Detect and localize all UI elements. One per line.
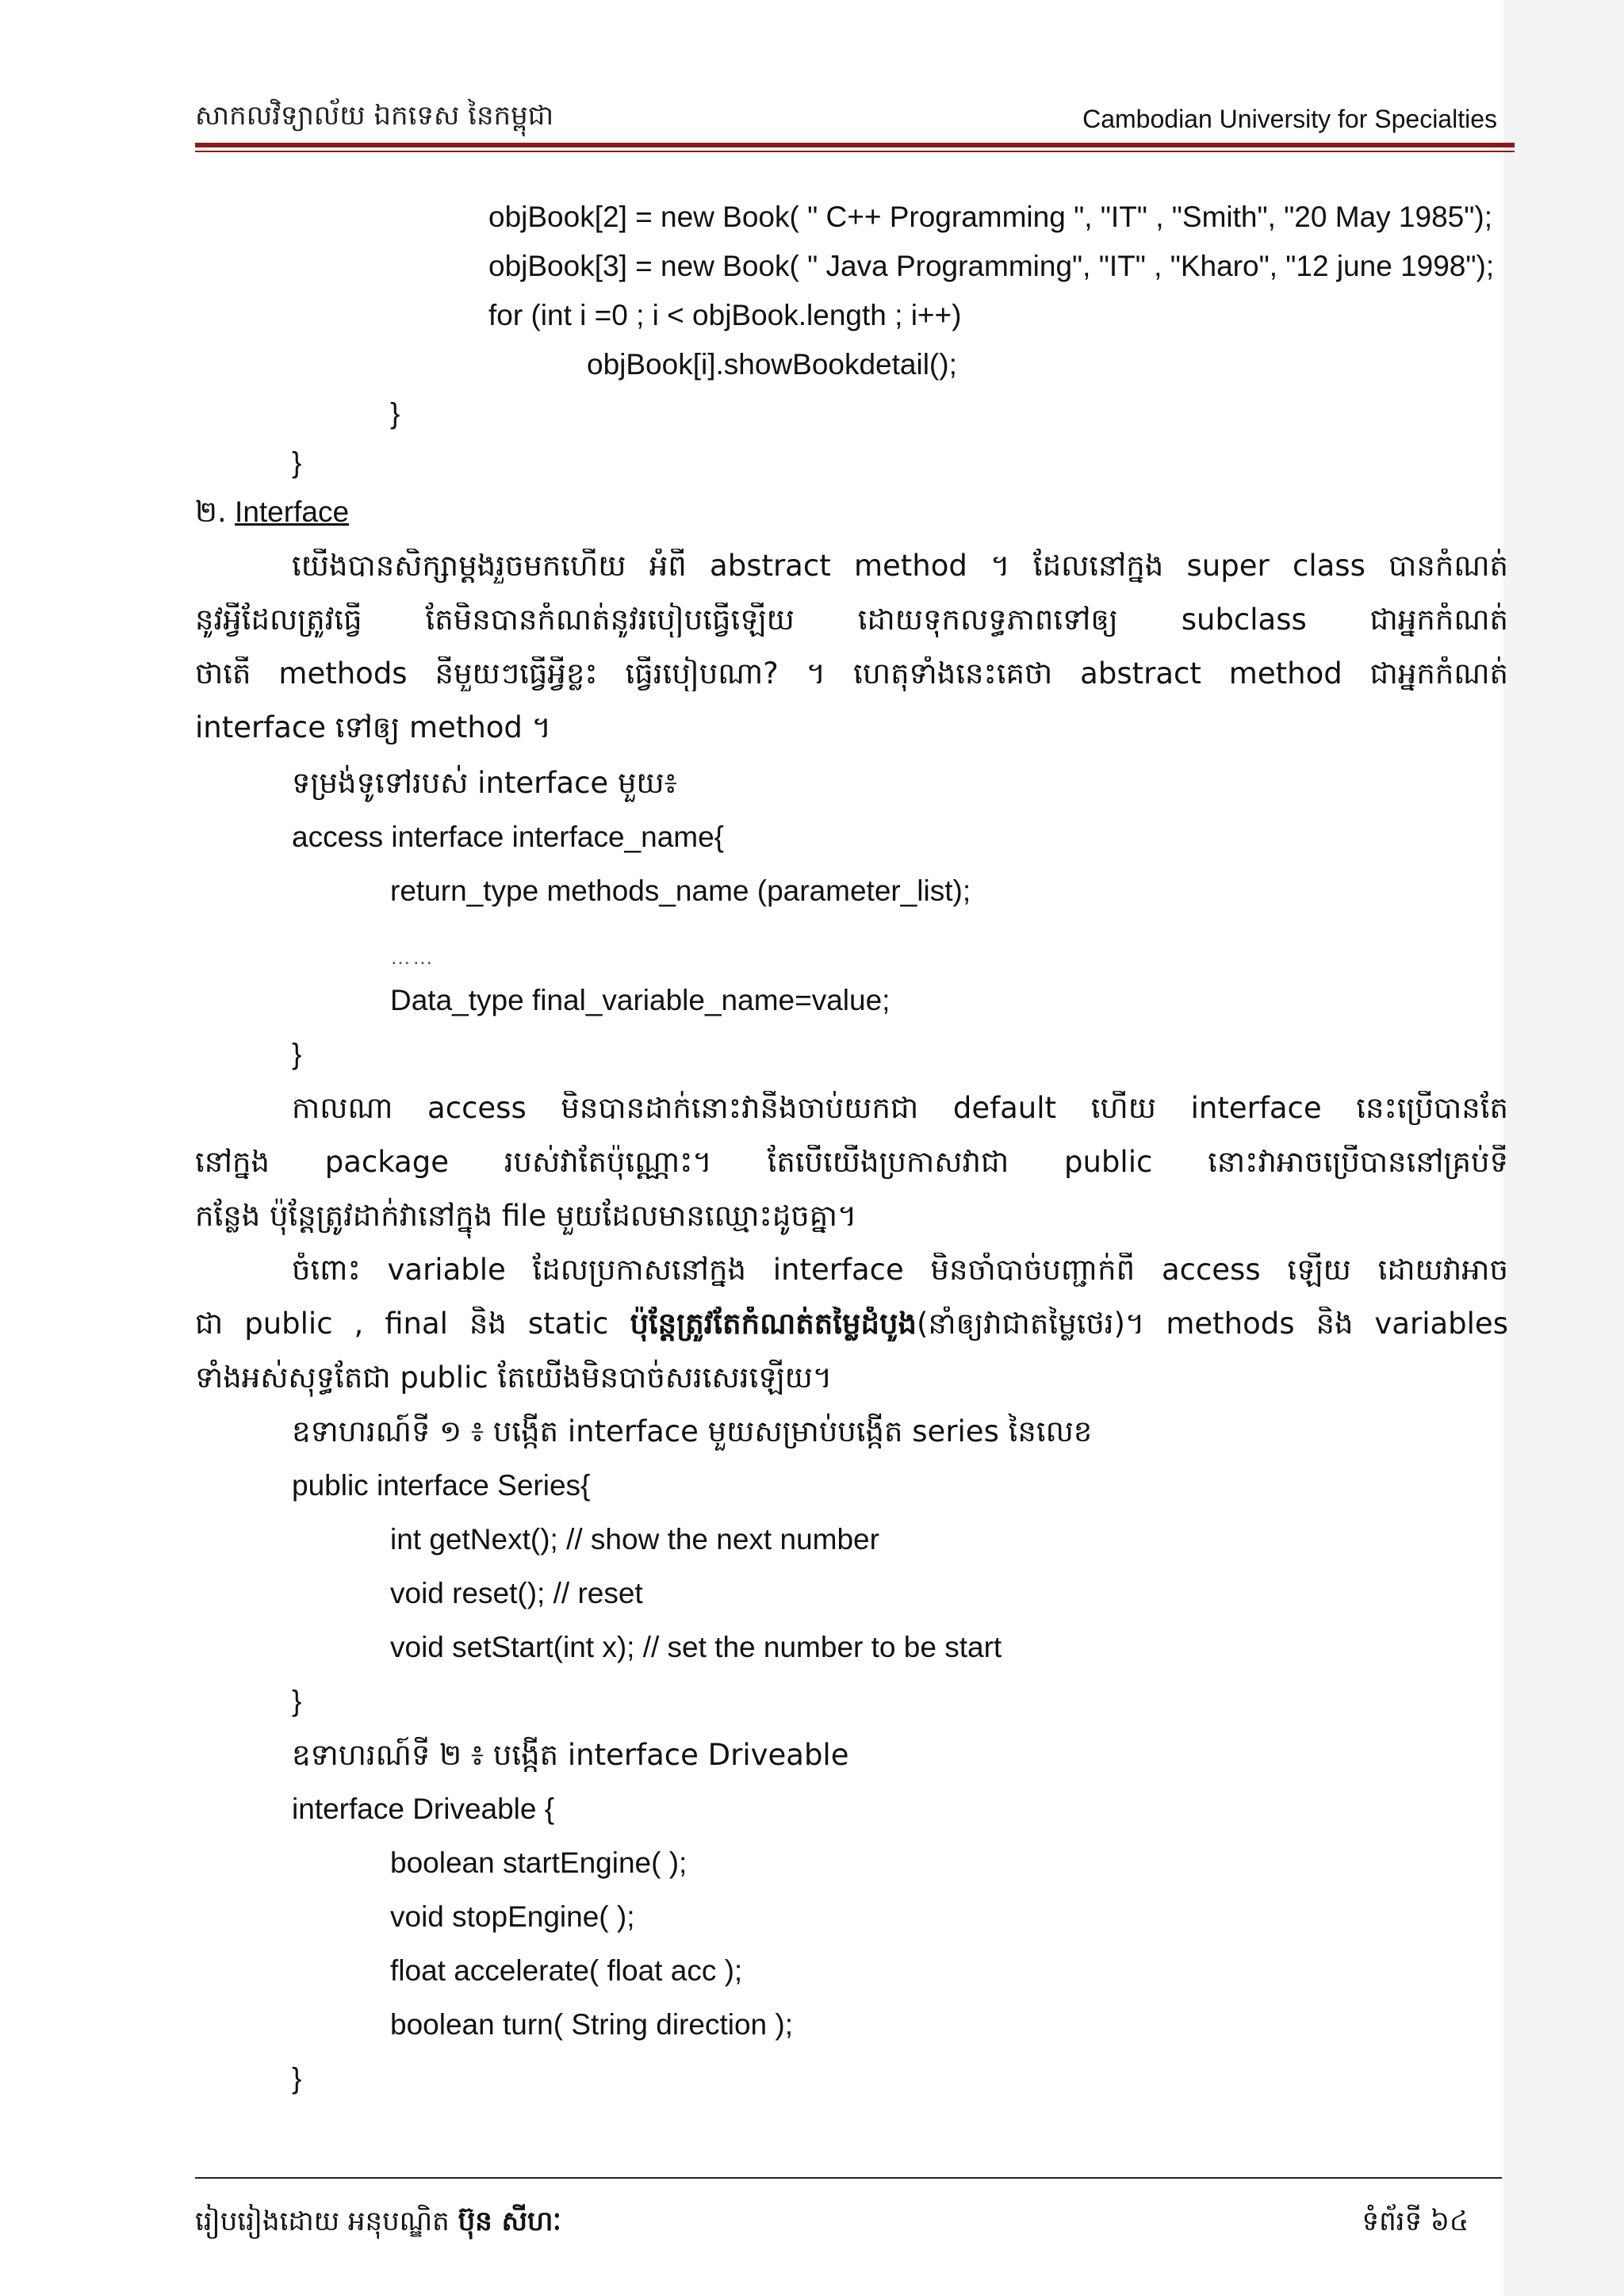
- code-line: float accelerate( float acc );: [390, 1954, 743, 1987]
- code-line: void setStart(int x); // set the number to be start: [390, 1631, 1002, 1663]
- footer-author: [195, 2204, 561, 2244]
- paragraph-line: កន្លែង ប៉ុន្តែត្រូវដាក់វានៅក្នុង file មួយដែលមានឈ្មោះដូចគ្នា។: [195, 1199, 857, 1233]
- code-line: interface Driveable {: [292, 1793, 555, 1825]
- code-line: objBook[3] = new Book( " Java Programming", "IT" , "Kharo", "12 june 1998");: [488, 250, 1495, 282]
- paragraph-line: នូវអ្វីដែលត្រូវធ្វើ តែមិនបានកំណត់នូវរបៀបធ្វើឡើយ ដោយទុកលទ្ធភាពទៅឲ្យ subclass ជាអ្នកកំណត់: [195, 603, 1508, 637]
- paragraph-line: ចំពោះ variable ដែលប្រកាសនៅក្នុង interface មិនចាំបាច់បញ្ជាក់ពី access ឡើយ ដោយវាអាច: [292, 1253, 1508, 1287]
- page-number: ទំព័រទី ៦៤: [1362, 2206, 1469, 2237]
- code-line: Data_type final_variable_name=value;: [390, 984, 891, 1016]
- footer-author-name: ប៊ុន សីហៈ: [458, 2206, 561, 2237]
- header-rule: [195, 143, 1515, 147]
- header-university-english: Cambodian University for Specialties: [1082, 105, 1497, 133]
- footer-author-prefix: រៀបរៀងដោយ អនុបណ្ឌិត: [195, 2206, 450, 2237]
- section-number: ២.: [195, 495, 227, 529]
- code-brace: }: [292, 446, 302, 479]
- paragraph-line-with-emphasis: [195, 1307, 1508, 1341]
- code-ellipsis: ……: [390, 945, 435, 969]
- section-heading: [195, 495, 349, 530]
- code-line: return_type methods_name (parameter_list);: [390, 874, 971, 907]
- paragraph-line: យើងបានសិក្សាម្តងរួចមកហើយ អំពី abstract method ។ ដែលនៅក្នុង super class បានកំណត់: [292, 549, 1508, 583]
- code-brace: }: [390, 397, 400, 430]
- code-line: boolean turn( String direction );: [390, 2008, 793, 2041]
- page-margin-band: [1503, 0, 1624, 2296]
- paragraph-line: interface ទៅឲ្យ method ។: [195, 710, 552, 744]
- header-rule-thin: [195, 151, 1515, 152]
- paragraph-line: ថាតើ methods នីមួយៗធ្វើអ្វីខ្លះ ធ្វើរបៀបណា? ។ ហេតុទាំងនេះគេថា abstract method ជាអ្នកកំណត់: [195, 656, 1508, 691]
- code-brace: }: [292, 1038, 302, 1070]
- code-line: objBook[2] = new Book( " C++ Programming ", "IT" , "Smith", "20 May 1985");: [488, 201, 1492, 233]
- example-title: ឧទាហរណ៍ទី ២ ៖ បង្កើត interface Driveable: [292, 1738, 849, 1772]
- code-line: for (int i =0 ; i < objBook.length ; i++): [488, 299, 962, 331]
- code-line: access interface interface_name{: [292, 821, 725, 853]
- code-line: boolean startEngine( );: [390, 1846, 688, 1879]
- paragraph-line: នៅក្នុង package របស់វាតែប៉ុណ្ណោះ។ តែបើយើងប្រកាសវាជា public នោះវាអាចប្រើបាននៅគ្រប់ទី: [195, 1145, 1508, 1179]
- example-title: ឧទាហរណ៍ទី ១ ៖ បង្កើត interface មួយសម្រាប់បង្កើត series នៃលេខ: [292, 1414, 1093, 1448]
- footer-rule: [195, 2177, 1502, 2179]
- paragraph-line: កាលណា access មិនបានដាក់នោះវានឹងចាប់យកជា default ហើយ interface នេះប្រើបានតែ: [292, 1091, 1508, 1125]
- code-line: int getNext(); // show the next number: [390, 1523, 879, 1556]
- section-title: Interface: [235, 496, 350, 528]
- code-brace: }: [292, 1685, 302, 1717]
- header-university-khmer: សាកលវិទ្យាល័យ ឯកទេស នៃកម្ពុជា: [195, 100, 554, 132]
- code-line: public interface Series{: [292, 1469, 591, 1502]
- code-line: void reset(); // reset: [390, 1577, 643, 1609]
- code-line: objBook[i].showBookdetail();: [587, 348, 957, 381]
- paragraph-line: ទាំងអស់សុទ្ធតែជា public តែយើងមិនបាច់សរសេរឡើយ។: [195, 1360, 833, 1395]
- emphasis-text: ប៉ុន្តែត្រូវតែកំណត់តម្លៃដំបូង: [630, 1307, 917, 1341]
- code-line: void stopEngine( );: [390, 1900, 635, 1933]
- text-segment: ជា public , final និង static: [195, 1307, 609, 1341]
- syntax-intro: ទម្រង់ទូទៅរបស់ interface មួយ៖: [292, 766, 677, 800]
- code-brace: }: [292, 2062, 302, 2095]
- text-segment: (នាំឲ្យវាជាតម្លៃថេរ)។ methods និង variables: [916, 1307, 1508, 1341]
